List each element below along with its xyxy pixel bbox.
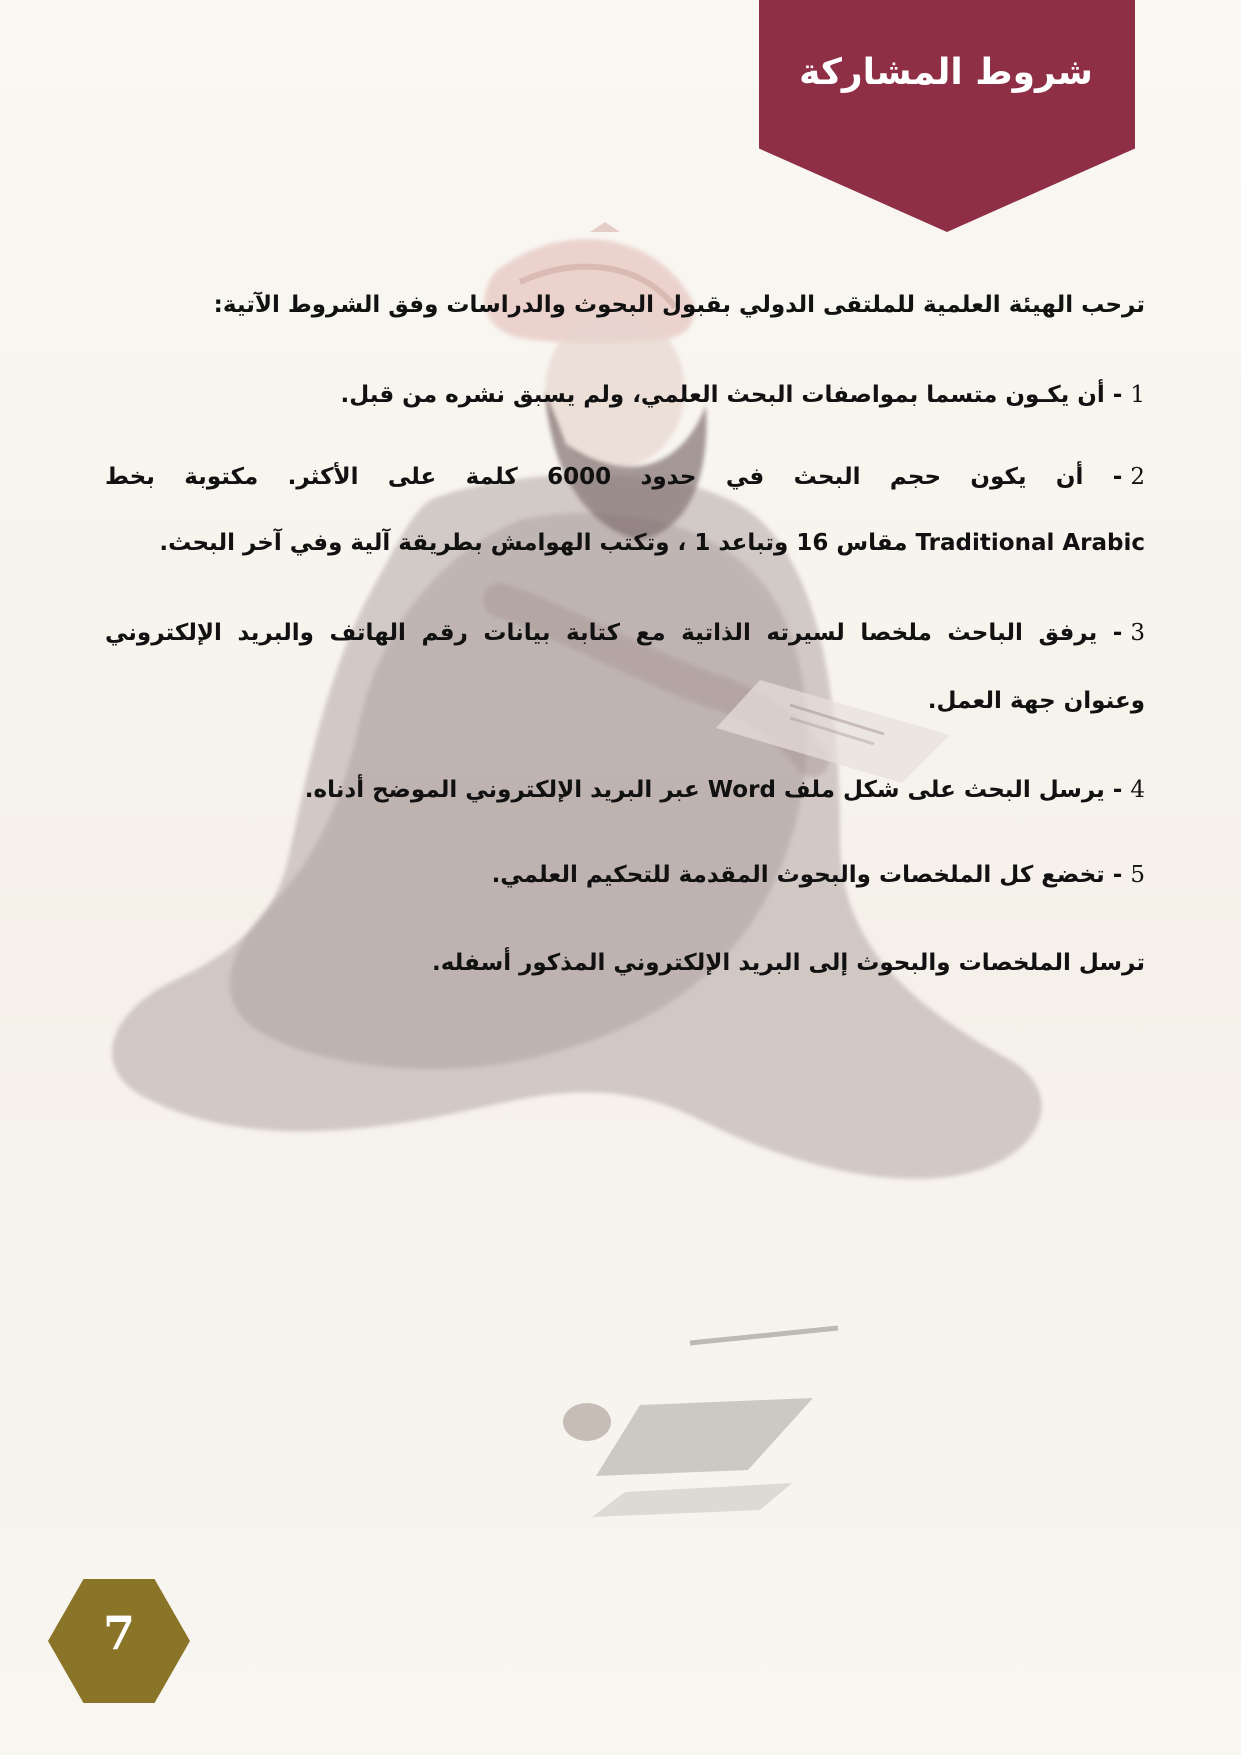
condition-number-2: 2 xyxy=(1130,464,1145,490)
condition-item-3-line-1 xyxy=(105,620,1145,648)
condition-number-1: 1 xyxy=(1130,382,1145,408)
condition-item-4 xyxy=(105,777,1145,805)
condition-number-3: 3 xyxy=(1130,620,1145,646)
condition-text-1: - أن يكـون متسما بمواصفات البحث العلمي، ولم يسبق نشره من قبل. xyxy=(340,382,1123,408)
condition-item-5 xyxy=(105,862,1145,890)
closing-paragraph: ترسل الملخصات والبحوث إلى البريد الإلكتروني المذكور أسفله. xyxy=(431,950,1145,976)
intro-paragraph: ترحب الهيئة العلمية للملتقى الدولي بقبول البحوث والدراسات وفق الشروط الآتية: xyxy=(213,292,1145,318)
condition-item-3 xyxy=(105,620,1145,715)
condition-text-3-line-1: - يرفق الباحث ملخصا لسيرته الذاتية مع كتابة بيانات رقم الهاتف والبريد الإلكتروني xyxy=(105,620,1123,646)
condition-text-2-line-1: - أن يكون حجم البحث في حدود 6000 كلمة على الأكثر. مكتوبة بخط xyxy=(105,464,1123,490)
condition-text-2-line-2: Traditional Arabic مقاس 16 وتباعد 1 ، وتكتب الهوامش بطريقة آلية وفي آخر البحث. xyxy=(159,529,1145,556)
condition-item-2-line-1 xyxy=(105,464,1145,492)
condition-number-4: 4 xyxy=(1130,777,1145,803)
condition-text-3-line-2: وعنوان جهة العمل. xyxy=(927,687,1145,714)
page-number: 7 xyxy=(102,1606,135,1660)
section-title: شروط المشاركة xyxy=(799,52,1093,93)
condition-text-4: - يرسل البحث على شكل ملف Word عبر البريد الإلكتروني الموضح أدناه. xyxy=(304,777,1123,803)
condition-number-5: 5 xyxy=(1130,862,1145,888)
condition-item-2 xyxy=(105,464,1145,557)
condition-item-1 xyxy=(105,382,1145,410)
condition-text-5: - تخضع كل الملخصات والبحوث المقدمة للتحكيم العلمي. xyxy=(491,862,1123,888)
